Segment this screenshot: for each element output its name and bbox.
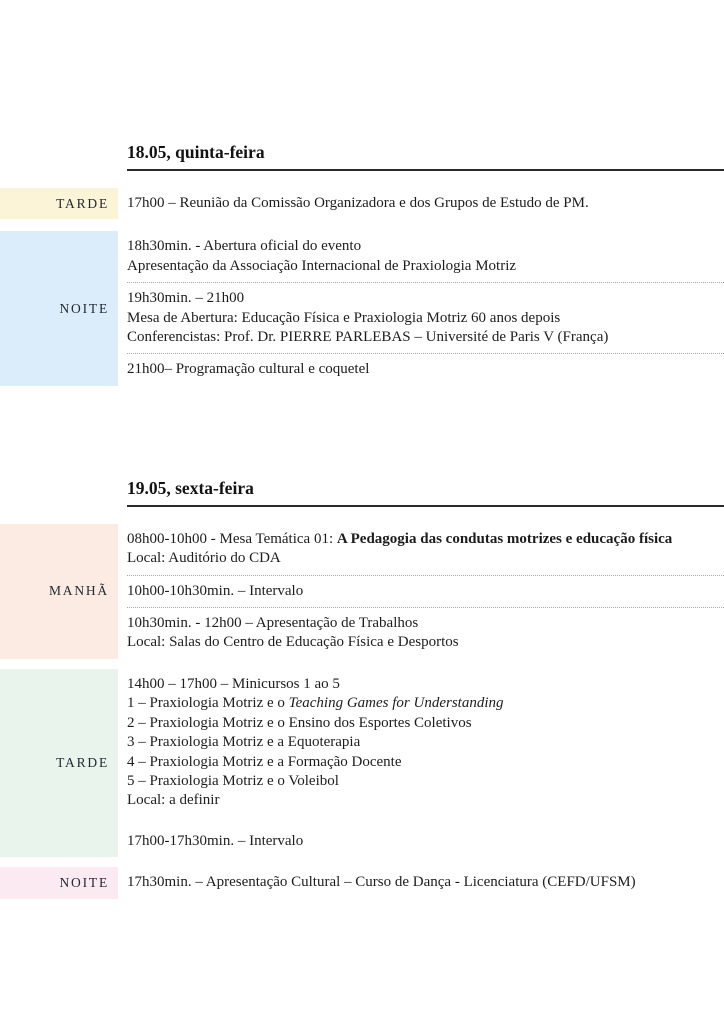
schedule-line: 10h00-10h30min. – Intervalo (127, 582, 304, 599)
day-title: 18.05, quinta-feira (127, 142, 724, 171)
section-content (127, 669, 724, 857)
schedule-row (127, 231, 724, 282)
period-label: TARDE (0, 188, 118, 219)
section-manha (0, 524, 724, 659)
schedule-line: Mesa de Abertura: Educação Física e Praxiologia Motriz 60 anos depois (127, 309, 561, 326)
section-content (127, 231, 724, 385)
schedule-line: 19h30min. – 21h00 (127, 290, 245, 307)
period-label: NOITE (0, 867, 118, 898)
day-title: 19.05, sexta-feira (127, 478, 724, 507)
schedule-row (127, 524, 724, 575)
schedule-line: 5 – Praxiologia Motriz e o Voleibol (127, 772, 339, 789)
schedule-line: Conferencistas: Prof. Dr. PIERRE PARLEBAS – Université de Paris V (França) (127, 329, 609, 346)
section-content (127, 867, 724, 898)
line-text-bold: A Pedagogia das condutas motrizes e educação física (336, 530, 673, 547)
section-noite (0, 231, 724, 385)
schedule-line: 3 – Praxiologia Motriz e a Equoterapia (127, 734, 361, 751)
schedule-line: 10h30min. - 12h00 – Apresentação de Trabalhos (127, 615, 419, 632)
schedule-line: 17h00 – Reunião da Comissão Organizadora e dos Grupos de Estudo de PM. (127, 195, 589, 211)
schedule-row (127, 575, 724, 607)
schedule-row (127, 669, 724, 817)
schedule-line: Local: Auditório do CDA (127, 550, 281, 567)
schedule-row (127, 188, 724, 219)
schedule-line: 18h30min. - Abertura oficial do evento (127, 238, 362, 255)
section-content (127, 524, 724, 659)
section-tarde (0, 188, 724, 219)
day-schedule-19-05 (0, 386, 724, 899)
section-noite (0, 867, 724, 898)
section-tarde (0, 669, 724, 857)
period-label: NOITE (0, 231, 118, 385)
schedule-line: 4 – Praxiologia Motriz e a Formação Docente (127, 753, 402, 770)
schedule-line: 14h00 – 17h00 – Minicursos 1 ao 5 (127, 675, 340, 692)
schedule-line (127, 530, 724, 549)
schedule-line: 17h00-17h30min. – Intervalo (127, 832, 304, 849)
line-text: 08h00-10h00 - Mesa Temática 01: (127, 530, 337, 547)
period-label: TARDE (0, 669, 118, 857)
schedule-line: Local: Salas do Centro de Educação Física e Desportos (127, 634, 459, 651)
schedule-row (127, 867, 724, 898)
schedule-line: Local: a definir (127, 792, 220, 809)
period-label: MANHÃ (0, 524, 118, 659)
schedule-line: 2 – Praxiologia Motriz e o Ensino dos Esportes Coletivos (127, 714, 472, 731)
schedule-line: 21h00– Programação cultural e coquetel (127, 361, 370, 378)
schedule-line: Apresentação da Associação Internacional de Praxiologia Motriz (127, 257, 517, 274)
day-schedule-18-05 (0, 0, 724, 386)
schedule-line (127, 694, 724, 713)
section-content (127, 188, 724, 219)
line-text-italic: Teaching Games for Understanding (288, 695, 504, 712)
schedule-row (127, 817, 724, 857)
line-text: 1 – Praxiologia Motriz e o (127, 695, 289, 712)
schedule-line: 17h30min. – Apresentação Cultural – Curso de Dança - Licenciatura (CEFD/UFSM) (127, 874, 636, 891)
schedule-row (127, 282, 724, 353)
schedule-row (127, 607, 724, 659)
schedule-row (127, 353, 724, 385)
